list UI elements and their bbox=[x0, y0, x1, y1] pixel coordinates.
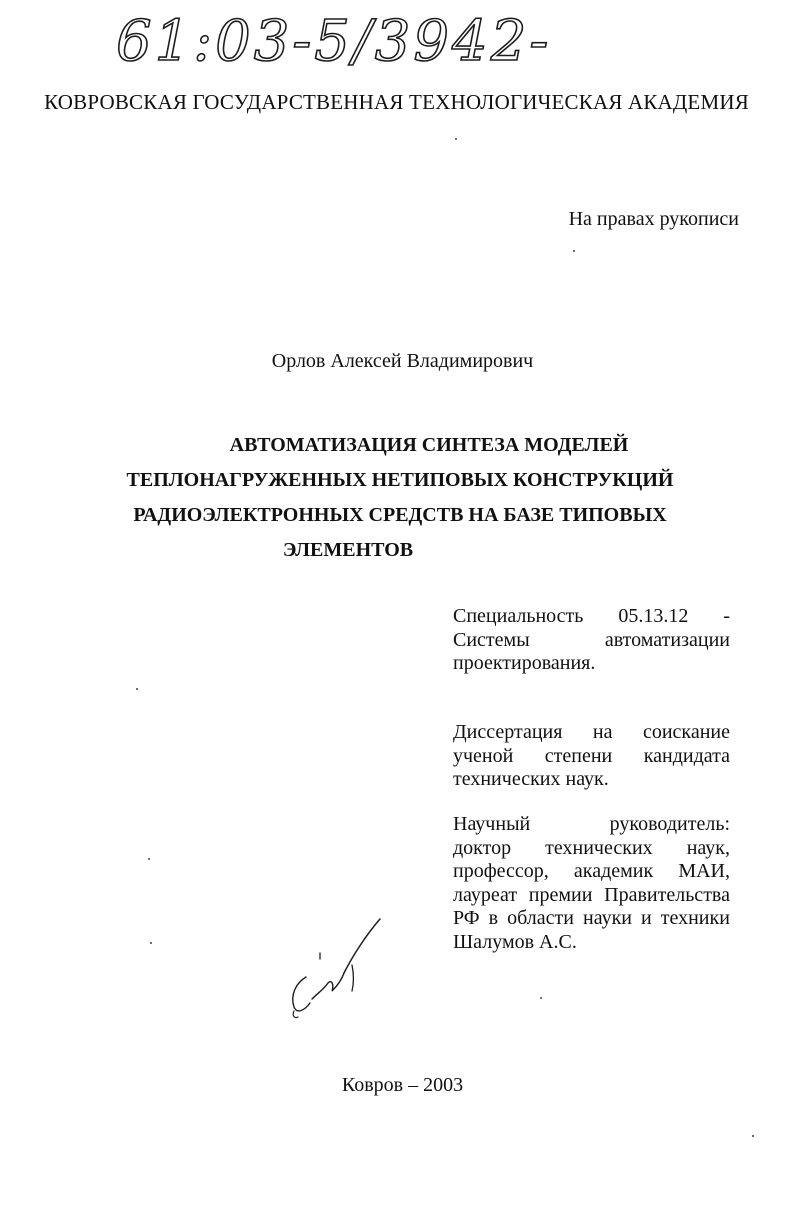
scan-speck bbox=[150, 942, 152, 944]
degree-line bbox=[453, 745, 730, 769]
supervisor-name: Шалумов А.С. bbox=[453, 930, 577, 953]
handwritten-code-drawing bbox=[112, 4, 552, 74]
scan-speck bbox=[540, 997, 542, 999]
word: области bbox=[507, 907, 574, 929]
specialty-line: проектирования. bbox=[453, 652, 596, 674]
word: техники bbox=[660, 907, 730, 929]
specialty-line bbox=[453, 605, 730, 629]
word: Системы bbox=[453, 628, 530, 651]
word: Диссертация bbox=[453, 721, 563, 743]
word: ученой bbox=[453, 744, 514, 767]
word: РФ bbox=[453, 907, 480, 929]
word: Специальность bbox=[453, 605, 584, 627]
supervisor-line bbox=[453, 813, 730, 837]
organization-name: КОВРОВСКАЯ ГОСУДАРСТВЕННАЯ ТЕХНОЛОГИЧЕСКАЯ АКАДЕМИЯ bbox=[44, 90, 749, 114]
title-line: АВТОМАТИЗАЦИЯ СИНТЕЗА МОДЕЛЕЙ bbox=[229, 434, 629, 456]
word: технических bbox=[545, 836, 653, 859]
supervisor-line bbox=[453, 907, 730, 931]
degree-line bbox=[453, 721, 730, 745]
word: и bbox=[641, 907, 652, 929]
word: науки bbox=[583, 907, 632, 929]
dissertation-title bbox=[100, 428, 700, 568]
word: в bbox=[488, 907, 499, 929]
scan-speck bbox=[148, 858, 150, 860]
word: Правительства bbox=[604, 883, 730, 906]
word: МАИ, bbox=[678, 860, 730, 882]
word: автоматизации bbox=[604, 628, 730, 651]
word: академик bbox=[573, 860, 654, 882]
handwritten-signature bbox=[282, 915, 382, 1025]
word: степени bbox=[544, 744, 613, 767]
title-line: РАДИОЭЛЕКТРОННЫХ СРЕДСТВ НА БАЗЕ ТИПОВЫХ bbox=[133, 504, 667, 526]
word: соискание bbox=[642, 721, 730, 743]
word: 05.13.12 bbox=[618, 605, 689, 627]
specialty-block bbox=[453, 605, 730, 676]
word: лауреат bbox=[453, 883, 518, 906]
city-year: Ковров – 2003 bbox=[341, 1074, 464, 1096]
word: кандидата bbox=[643, 744, 730, 767]
scan-speck bbox=[136, 688, 138, 690]
specialty-line bbox=[453, 629, 730, 653]
title-line: ТЕПЛОНАГРУЖЕННЫХ НЕТИПОВЫХ КОНСТРУКЦИЙ bbox=[126, 469, 674, 491]
scan-speck bbox=[573, 250, 575, 252]
supervisor-line bbox=[453, 884, 730, 908]
word: премии bbox=[528, 883, 593, 906]
signature-drawing bbox=[282, 915, 382, 1025]
word: доктор bbox=[453, 836, 512, 859]
supervisor-line bbox=[453, 860, 730, 884]
scan-speck bbox=[752, 1135, 754, 1137]
handwritten-catalog-code bbox=[112, 4, 552, 74]
handwritten-code-text: 61:03-5/3942-6 bbox=[116, 9, 552, 74]
word: профессор, bbox=[453, 860, 549, 882]
word: - bbox=[723, 605, 730, 627]
scan-speck bbox=[455, 138, 457, 140]
word: Научный bbox=[453, 813, 531, 835]
supervisor-line bbox=[453, 837, 730, 861]
title-line: ЭЛЕМЕНТОВ bbox=[282, 539, 414, 561]
manuscript-rights-note: На правах рукописи bbox=[568, 208, 739, 230]
supervisor-block bbox=[453, 813, 730, 954]
author-name: Орлов Алексей Владимирович bbox=[271, 350, 534, 372]
dissertation-degree-block bbox=[453, 721, 730, 792]
degree-line: технических наук. bbox=[453, 768, 609, 790]
word: наук, bbox=[686, 836, 730, 859]
word: руководитель: bbox=[609, 813, 730, 835]
word: на bbox=[592, 721, 613, 743]
